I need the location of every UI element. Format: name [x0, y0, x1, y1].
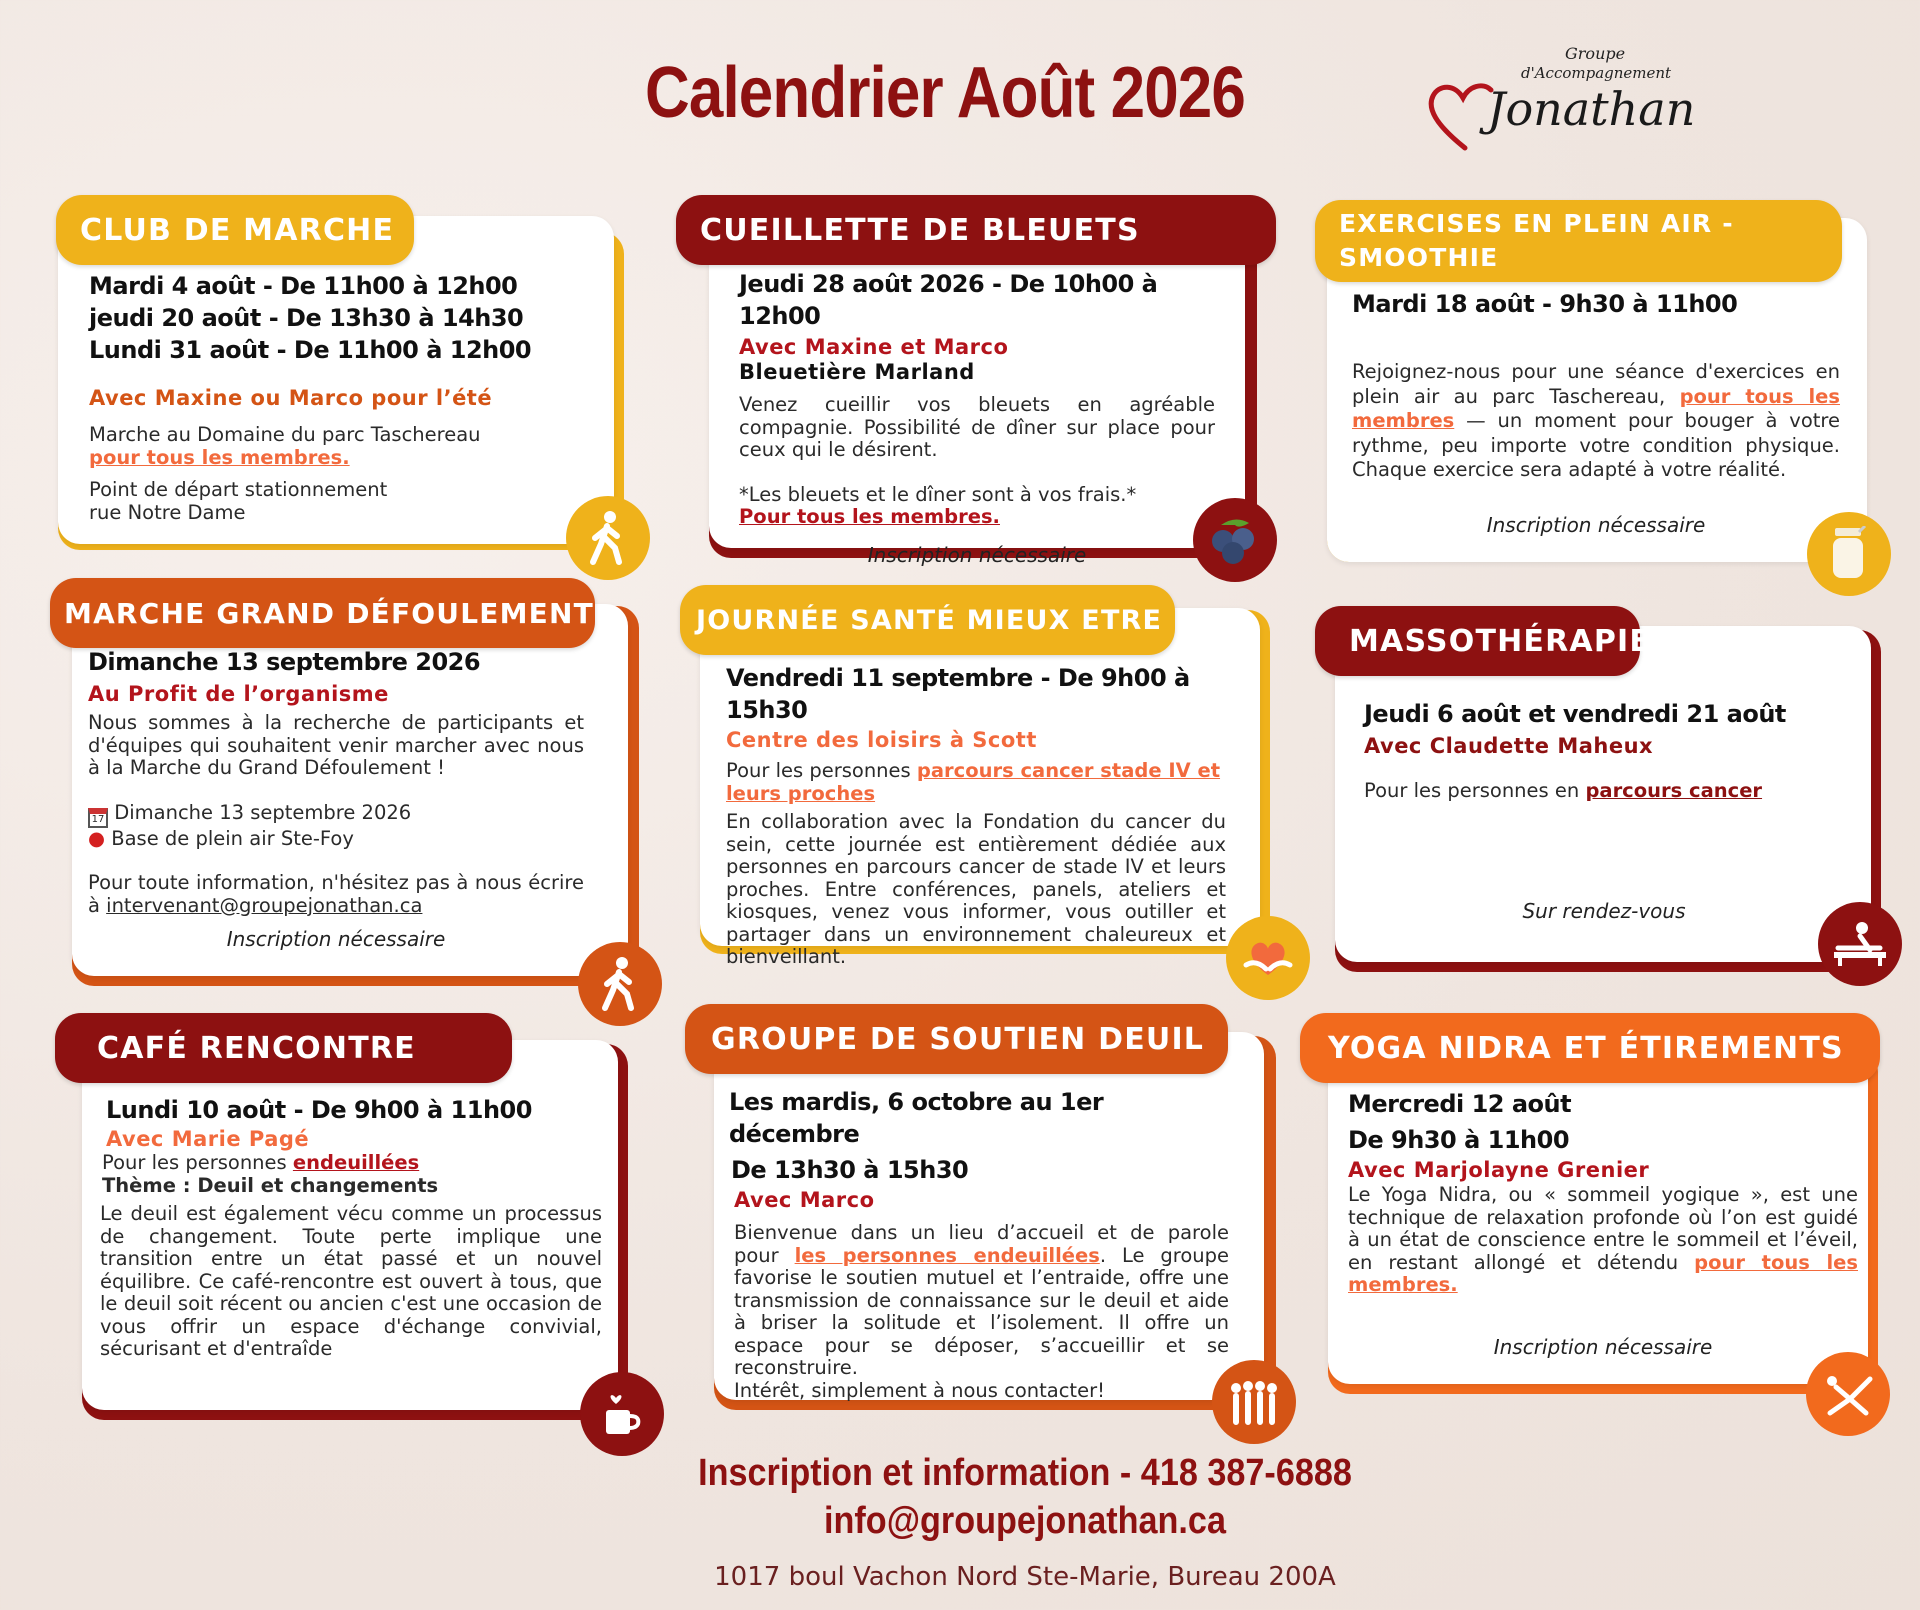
card-tab-line-1: EXERCISES EN PLEIN AIR -	[1339, 209, 1734, 238]
event-time: De 9h30 à 11h00	[1348, 1126, 1570, 1154]
event-date: jeudi 20 août - De 13h30 à 14h30	[89, 304, 524, 332]
event-description: Nous sommes à la recherche de participants et d'équipes qui souhaitent venir marcher avec nous à la Marche du Grand Défoulement !	[88, 711, 584, 779]
event-description	[1352, 360, 1840, 483]
event-date: Mardi 18 août - 9h30 à 11h00	[1352, 290, 1738, 318]
heart-hands-icon	[1226, 916, 1310, 1000]
footer-phone: Inscription et information - 418 387-6888	[698, 1452, 1352, 1494]
event-date: Dimanche 13 septembre 2026	[88, 648, 481, 676]
event-audience	[726, 760, 1226, 805]
event-calendar-line	[88, 802, 584, 828]
event-host: Avec Marjolayne Grenier	[1348, 1158, 1650, 1182]
start-point: Point de départ stationnement	[89, 478, 388, 501]
event-date: Lundi 10 août - De 9h00 à 11h00	[106, 1096, 532, 1124]
event-description: Marche au Domaine du parc Taschereau	[89, 423, 481, 446]
event-description: Venez cueillir vos bleuets en agréable compagnie. Possibilité de dîner sur place pour ceux qui le désirent.	[739, 393, 1215, 461]
audience-text: Pour les personnes en	[1364, 779, 1586, 802]
logo	[1425, 40, 1696, 170]
calendar-icon: 17	[88, 808, 108, 828]
pin-icon: ●	[88, 826, 106, 850]
event-audience	[1364, 780, 1844, 803]
event-theme: Thème : Deuil et changements	[102, 1173, 439, 1197]
event-host: Avec Claudette Maheux	[1364, 734, 1654, 758]
grief-link[interactable]: les personnes endeuillées	[794, 1243, 1100, 1267]
card-tab: MASSOTHÉRAPIE	[1315, 606, 1640, 676]
cost-note: *Les bleuets et le dîner sont à vos frais.*	[739, 482, 1137, 506]
footer-email[interactable]: info@groupejonathan.ca	[824, 1500, 1226, 1542]
logo-line-2: d'Accompagnement	[1521, 64, 1672, 82]
contact-line	[88, 872, 584, 917]
event-description: Le deuil est également vécu comme un processus de changement. Toute perte implique une transition entre un état passé et un nouvel équilibre. Ce café-rencontre est ouvert à tous, que le deuil soit récent ou ancien c'est une occasion de vous offrir un espace d'échange convivial, sécurisant et d'entraîde	[100, 1202, 602, 1360]
blueberries-icon	[1193, 498, 1277, 582]
description-part: — un moment pour bouger à votre rythme, peu importe votre condition physique. Chaque exercice sera adapté à votre réalité.	[1352, 409, 1840, 481]
page-title: Calendrier Août 2026	[645, 53, 1245, 133]
cancer-link[interactable]: parcours cancer	[1585, 779, 1763, 802]
event-description	[729, 1222, 1229, 1380]
event-description: En collaboration avec la Fondation du cancer du sein, cette journée est entièrement dédiée aux personnes en parcours cancer de stade IV et leurs proches. Entre conférences, panels, ateliers et kiosques, venez vous informer, vous outiller et partager dans un environnement chaleureux et bienveillant.	[726, 810, 1226, 968]
event-date: Mardi 4 août - De 11h00 à 12h00	[89, 272, 518, 300]
event-date: Les mardis, 6 octobre au 1er décembre	[729, 1088, 1104, 1148]
description-part: Rejoignez-nous pour une séance d'exercices en plein air au parc Taschereau,	[1352, 360, 1840, 408]
logo-line-1: Groupe	[1565, 44, 1626, 63]
card-tab: CUEILLETTE DE BLEUETS	[676, 195, 1276, 265]
audience-text: Pour les personnes	[726, 759, 917, 782]
event-host: Au Profit de l’organisme	[88, 682, 389, 706]
event-host: Avec Maxine ou Marco pour l’été	[89, 386, 493, 410]
card-tab-line-2: SMOOTHIE	[1339, 243, 1499, 272]
registration-note: Inscription nécessaire	[867, 542, 1087, 567]
event-host: Avec Maxine et Marco	[739, 335, 1009, 359]
card-tab: CAFÉ RENCONTRE	[55, 1013, 512, 1083]
registration-note: Inscription nécessaire	[226, 927, 446, 951]
event-host: Avec Marie Pagé	[106, 1127, 310, 1151]
event-description	[1348, 1184, 1858, 1297]
walking-person-icon	[578, 942, 662, 1026]
event-date: Jeudi 28 août 2026 - De 10h00 à 12h00	[739, 270, 1158, 330]
calendar-date: Dimanche 13 septembre 2026	[114, 800, 412, 824]
card-tab: JOURNÉE SANTÉ MIEUX ETRE	[680, 585, 1175, 655]
event-location-line	[88, 828, 584, 851]
start-point-street: rue Notre Dame	[89, 500, 246, 524]
event-time: De 13h30 à 15h30	[731, 1156, 969, 1184]
card-tab: YOGA NIDRA ET ÉTIREMENTS	[1300, 1013, 1880, 1083]
contact-text: Pour toute information, n'hésitez pas à nous écrire à	[88, 871, 584, 917]
yoga-pose-icon	[1806, 1352, 1890, 1436]
members-link[interactable]: pour tous les membres	[1352, 384, 1840, 432]
card-tab: GROUPE DE SOUTIEN DEUIL	[685, 1004, 1228, 1074]
members-link[interactable]: pour tous les membres.	[89, 445, 350, 469]
cancer-link[interactable]: parcours cancer stade IV et leurs proches	[726, 759, 1221, 805]
email-link[interactable]: intervenant@groupejonathan.ca	[106, 893, 423, 917]
event-date: Lundi 31 août - De 11h00 à 12h00	[89, 336, 532, 364]
coffee-cup-icon	[580, 1372, 664, 1456]
appointment-note: Sur rendez-vous	[1522, 898, 1686, 923]
event-place: Bleuetière Marland	[739, 360, 975, 384]
card-tab	[1315, 200, 1842, 282]
audience-text: Pour les personnes	[102, 1151, 293, 1174]
footer-address: 1017 boul Vachon Nord Ste-Marie, Bureau 200A	[714, 1562, 1336, 1592]
logo-line-3: Jonathan	[1487, 82, 1696, 136]
contact-invite: Intérêt, simplement à nous contacter!	[734, 1378, 1105, 1402]
group-people-icon	[1212, 1360, 1296, 1444]
event-place: Centre des loisirs à Scott	[726, 728, 1037, 752]
walking-person-icon	[566, 496, 650, 580]
location-name: Base de plein air Ste-Foy	[111, 826, 354, 850]
card-tab: CLUB DE MARCHE	[56, 195, 414, 265]
event-date: Jeudi 6 août et vendredi 21 août	[1364, 700, 1786, 728]
description-part: Bienvenue dans un lieu d’accueil et de parole pour	[734, 1221, 1229, 1267]
event-host: Avec Marco	[734, 1188, 875, 1212]
grief-link[interactable]: endeuillées	[292, 1151, 420, 1174]
event-date: Mercredi 12 août	[1348, 1090, 1572, 1118]
description-part: . Le groupe favorise le soutien mutuel et l’entraide, offre une transmission de connaissance sur le deuil et aide à briser la solitude et l’isolement. Il offre un espace pour se déposer, s’accueillir et se reconstruire.	[734, 1243, 1230, 1379]
registration-note: Inscription nécessaire	[1486, 512, 1706, 537]
event-date: Vendredi 11 septembre - De 9h00 à 15h30	[726, 664, 1190, 724]
event-audience	[100, 1152, 602, 1175]
smoothie-jar-icon	[1807, 512, 1891, 596]
massage-icon	[1818, 902, 1902, 986]
description-part: Le Yoga Nidra, ou « sommeil yogique », est une technique de relaxation profonde où l’on est guidé à un état de conscience entre le sommeil et l’éveil, en restant allongé et détendu	[1348, 1183, 1858, 1274]
members-link[interactable]: pour tous les membres.	[1348, 1250, 1858, 1296]
members-link[interactable]: Pour tous les membres.	[739, 505, 1000, 528]
registration-note: Inscription nécessaire	[1493, 1334, 1713, 1359]
card-tab: MARCHE GRAND DÉFOULEMENT	[50, 578, 595, 648]
